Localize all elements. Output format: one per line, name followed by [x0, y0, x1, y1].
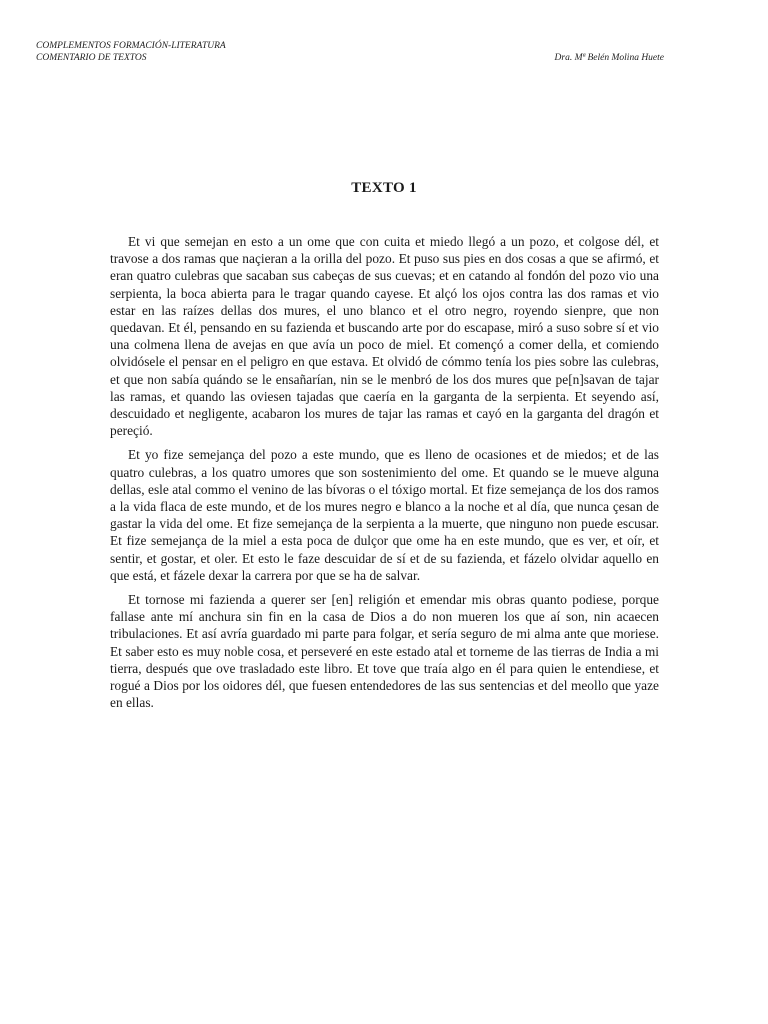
paragraph-2: Et yo fize semejança del pozo a este mundo, que es lleno de ocasiones et de miedos; et de las quatro culebras, a los quatro umores que son sostenimiento del ome. Et quando se le mueve alguna dellas, esle atal commo el venino de las bívoras o el tóxigo mortal. Et fize semejança de los dos ramos a la vida flaca de este mundo, et de los mures negro e blanco a la noche et al día, que nunca çesan de gastar la vida del ome. Et fize semejança de la serpienta a la muerte, que ninguno non puede escusar. Et fize semejança de la miel a esta poca de dulçor que ome ha en este mundo, que es ver, et oír, et sentir, et gostar, et oler. Et esto le faze descuidar de sí et de su fazienda, et fázelo olvidar aquello en que está, et fázele dexar la carrera por que se ha de salvar.: [110, 447, 659, 583]
page-header: [36, 41, 664, 64]
paragraph-3: Et tornose mi fazienda a querer ser [en] religión et emendar mis obras quanto podiese, porque fallase ante mí anchura sin fin en la casa de Dios a do non mueren los que aí son, nin acaecen tribulaciones. Et así avría guardado mi parte para folgar, et sería seguro de mi alma ante que moriese. Et saber esto es muy noble cosa, et perseveré en este estado atal et torneme de las tierras de India a mi tierra, después que ove trasladado este libro. Et tove que traía algo en él para quien le entendiese, et rogué a Dios por los oidores dél, que fuesen entendedores de las sus sentencias et del meollo que yaze en ellas.: [110, 592, 659, 711]
paragraph-1: Et vi que semejan en esto a un ome que con cuita et miedo llegó a un pozo, et colgose dél, et travose a dos ramas que naçieran a la orilla del pozo. Et puso sus pies en dos cosas a que se afirmó, et eran quatro culebras que sacaban sus cabeças de sus cuevas; et en catando al fondón del pozo vio una serpienta, la boca abierta para le tragar quando cayese. Et alçó los ojos contra las dos ramas et vio estar en las raízes dellas dos mures, el uno blanco et el otro negro, royendo sienpre, que non quedavan. Et él, pensando en su fazienda et buscando arte por do escapase, miró a suso sobre sí et vio una colmena llena de avejas en que avía un poco de miel. Et començó a comer della, et comiendo olvidósele el pensar en el peligro en que estava. Et olvidó de cómmo tenía los pies sobre las culebras, et que non sabía quándo se le ensañarían, nin se le menbró de los dos mures que pe[n]savan de tajar las ramas, et quando las oviesen tajadas que caería en la garganta de la serpienta. Et seyendo así, descuidado et negligente, acabaron los mures de tajar las ramas et cayó en la garganta del dragón et pereçió.: [110, 234, 659, 439]
document-title: TEXTO 1: [351, 180, 417, 196]
header-course-name: COMPLEMENTOS FORMACIÓN-LITERATURA: [36, 41, 226, 51]
header-author: Dra. Mª Belén Molina Huete: [554, 52, 664, 63]
header-subject: COMENTARIO DE TEXTOS: [36, 52, 147, 63]
document-body: [110, 233, 659, 718]
